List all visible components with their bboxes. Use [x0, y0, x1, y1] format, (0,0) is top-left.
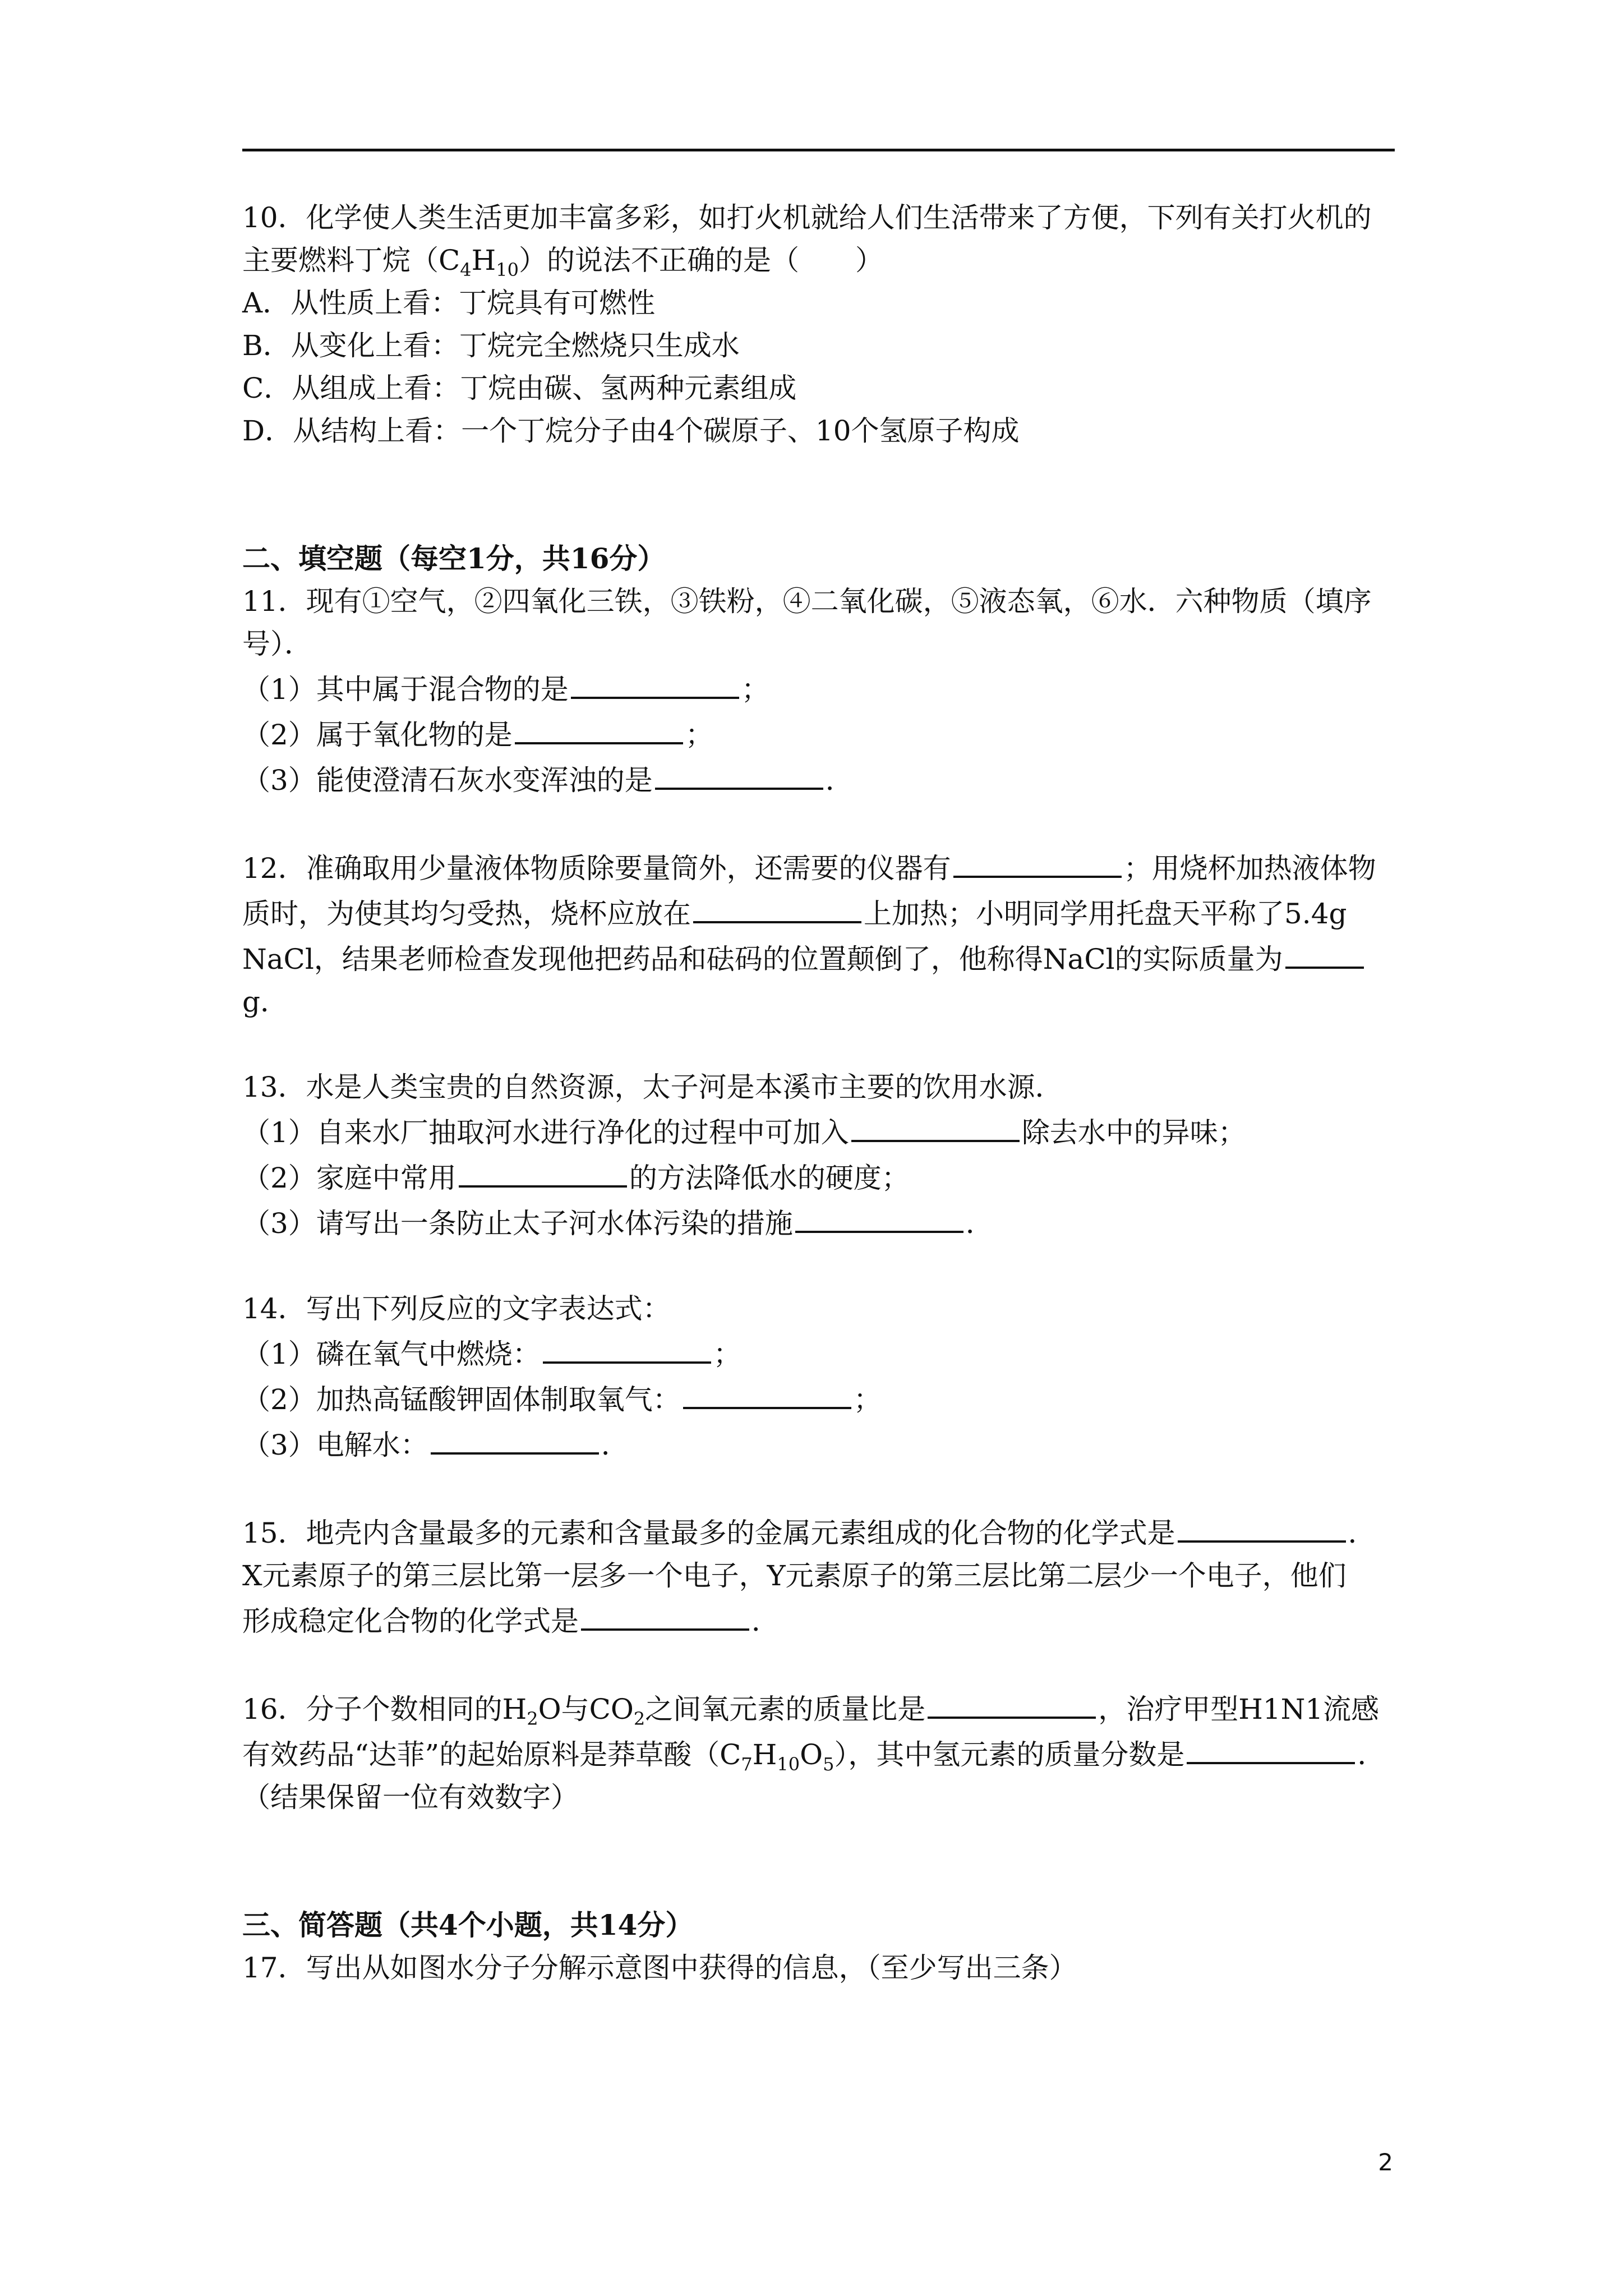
item-text: ．	[825, 764, 854, 797]
item-text: ．	[601, 1429, 629, 1461]
spacer	[242, 1245, 1398, 1287]
question-12	[242, 844, 1398, 1023]
answer-blank[interactable]	[581, 1597, 749, 1631]
stem-text: 12．准确取用少量液体物质除要量筒外，还需要的仪器有	[242, 852, 951, 885]
header-rule	[242, 149, 1395, 151]
exam-page	[242, 196, 1398, 1989]
question-16-line-1	[242, 1685, 1398, 1731]
item-text: （3）能使澄清石灰水变浑浊的是	[242, 764, 653, 797]
option-c: C．从组成上看：丁烷由碳、氢两种元素组成	[242, 372, 797, 404]
stem-text: ，治疗甲型H1N1流感	[1098, 1693, 1380, 1726]
answer-blank[interactable]	[655, 756, 823, 790]
item-text: （1）磷在氧气中燃烧：	[242, 1338, 541, 1370]
subscript: 4	[460, 259, 472, 280]
text-segment: 主要燃料丁烷（C	[242, 244, 460, 277]
question-13-item-3	[242, 1199, 1398, 1245]
question-11-item-2	[242, 711, 1398, 756]
item-text: ；	[713, 1338, 741, 1370]
answer-blank[interactable]	[1285, 935, 1364, 969]
question-12-line-2	[242, 890, 1398, 935]
answer-blank[interactable]	[693, 890, 861, 923]
question-13-item-1	[242, 1108, 1398, 1154]
question-16	[242, 1685, 1398, 1819]
stem-text: 上加热；小明同学用托盘天平称了5.4g	[864, 898, 1347, 930]
stem-text: ．	[1348, 1517, 1376, 1549]
answer-blank[interactable]	[1187, 1731, 1355, 1764]
question-16-line-3: （结果保留一位有效数字）	[242, 1781, 579, 1814]
item-text: ；	[741, 673, 769, 706]
item-text: （3）电解水：	[242, 1429, 428, 1461]
option-b: B．从变化上看：丁烷完全燃烧只生成水	[242, 329, 740, 362]
item-text: ；	[685, 719, 713, 751]
question-16-line-2	[242, 1731, 1398, 1776]
item-text: 的方法降低水的硬度；	[629, 1162, 910, 1194]
question-11-stem-line-1: 11．现有①空气，②四氧化三铁，③铁粉，④二氧化碳，⑤液态氧，⑥水．六种物质（填序	[242, 585, 1372, 618]
stem-text: ．	[1357, 1738, 1386, 1771]
answer-blank[interactable]	[1178, 1509, 1346, 1543]
question-14-stem: 14．写出下列反应的文字表达式：	[242, 1292, 671, 1325]
question-15-line-3	[242, 1597, 1398, 1642]
subscript: 10	[777, 1754, 800, 1775]
stem-text: NaCl，结果老师检查发现他把药品和砝码的位置颠倒了，他称得NaCl的实际质量为	[242, 943, 1283, 976]
answer-blank[interactable]	[431, 1421, 599, 1455]
question-10	[242, 196, 1398, 452]
item-text: （3）请写出一条防止太子河水体污染的措施	[242, 1207, 793, 1240]
spacer	[242, 1819, 1398, 1904]
option-d: D．从结构上看：一个丁烷分子由4个碳原子、10个氢原子构成	[242, 415, 1020, 447]
question-11	[242, 580, 1398, 802]
question-15	[242, 1509, 1398, 1642]
question-12-line-3	[242, 935, 1398, 981]
question-10-stem-line-1: 10．化学使人类生活更加丰富多彩，如打火机就给人们生活带来了方便，下列有关打火机的	[242, 201, 1372, 234]
question-14-item-3	[242, 1421, 1398, 1466]
answer-blank[interactable]	[795, 1199, 963, 1233]
question-14	[242, 1287, 1398, 1466]
question-12-line-4: g．	[242, 986, 289, 1018]
item-text: ．	[965, 1207, 994, 1240]
stem-text: ．	[751, 1605, 780, 1637]
question-14-item-1	[242, 1330, 1398, 1375]
question-10-stem-line-2	[242, 239, 1398, 282]
question-13-stem: 13．水是人类宝贵的自然资源，太子河是本溪市主要的饮用水源．	[242, 1071, 1063, 1103]
item-text: （1）其中属于混合物的是	[242, 673, 569, 706]
item-text: 除去水中的异味；	[1021, 1116, 1246, 1149]
question-11-item-3	[242, 756, 1398, 802]
stem-text: H	[752, 1738, 777, 1771]
stem-text: 质时，为使其均匀受热，烧杯应放在	[242, 898, 691, 930]
answer-blank[interactable]	[928, 1685, 1096, 1719]
spacer	[242, 452, 1398, 537]
answer-blank[interactable]	[953, 844, 1122, 878]
answer-blank[interactable]	[683, 1375, 851, 1409]
stem-text: ），其中氢元素的质量分数是	[834, 1738, 1185, 1771]
item-text: ；	[853, 1383, 882, 1416]
question-13	[242, 1066, 1398, 1245]
option-a: A．从性质上看：丁烷具有可燃性	[242, 287, 656, 319]
spacer	[242, 1466, 1398, 1509]
stem-text: O	[800, 1738, 823, 1771]
answer-blank[interactable]	[459, 1154, 627, 1188]
spacer	[242, 802, 1398, 844]
stem-text: 形成稳定化合物的化学式是	[242, 1605, 579, 1637]
stem-text: 有效药品“达菲”的起始原料是莽草酸（C	[242, 1738, 741, 1771]
question-11-item-1	[242, 665, 1398, 711]
answer-blank[interactable]	[543, 1330, 711, 1364]
question-17-stem: 17．写出从如图水分子分解示意图中获得的信息，（至少写出三条）	[242, 1952, 1077, 1984]
answer-blank[interactable]	[515, 711, 683, 744]
question-12-line-1	[242, 844, 1398, 890]
item-text: （2）家庭中常用	[242, 1162, 457, 1194]
spacer	[242, 1023, 1398, 1066]
answer-blank[interactable]	[571, 665, 739, 699]
question-11-stem-line-2: 号）．	[242, 628, 312, 660]
answer-blank[interactable]	[851, 1108, 1020, 1142]
subscript: 7	[741, 1754, 753, 1775]
question-15-line-2: X元素原子的第三层比第一层多一个电子，Y元素原子的第三层比第二层少一个电子，他们	[242, 1559, 1347, 1592]
text-segment: H	[471, 244, 496, 277]
stem-text: 16．分子个数相同的H	[242, 1693, 527, 1726]
item-text: （1）自来水厂抽取河水进行净化的过程中可加入	[242, 1116, 849, 1149]
stem-text: ；用烧杯加热液体物	[1123, 852, 1376, 885]
section-2-title: 二、填空题（每空1分，共16分）	[242, 542, 666, 575]
item-text: （2）加热高锰酸钾固体制取氧气：	[242, 1383, 681, 1416]
text-segment: ）的说法不正确的是（ ）	[518, 244, 883, 277]
stem-text: 15．地壳内含量最多的元素和含量最多的金属元素组成的化合物的化学式是	[242, 1517, 1175, 1549]
subscript: 5	[823, 1754, 834, 1775]
subscript: 2	[527, 1708, 538, 1729]
section-3-title: 三、简答题（共4个小题，共14分）	[242, 1908, 694, 1941]
stem-text: O与CO	[538, 1693, 634, 1726]
page-number: 2	[1378, 2148, 1393, 2176]
question-14-item-2	[242, 1375, 1398, 1421]
stem-text: 之间氧元素的质量比是	[645, 1693, 926, 1726]
question-15-line-1	[242, 1509, 1398, 1554]
subscript: 10	[496, 259, 519, 280]
item-text: （2）属于氧化物的是	[242, 719, 513, 751]
question-13-item-2	[242, 1154, 1398, 1199]
subscript: 2	[633, 1708, 645, 1729]
spacer	[242, 1642, 1398, 1685]
